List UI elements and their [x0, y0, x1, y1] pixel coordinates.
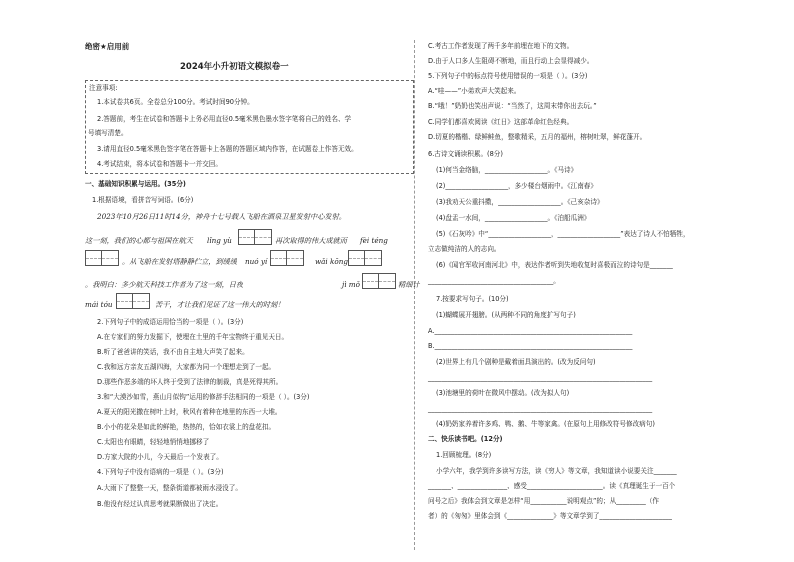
q7-answer-line[interactable]: ____________________________________________________________________: [428, 374, 653, 382]
q1-title: 1.根据语境，看拼音写词语。(6分): [92, 196, 194, 204]
q7-item: (3)池塘里的荷叶在微风中摆动。(改为拟人句): [436, 389, 570, 397]
q7-answer-line[interactable]: A.____________________________________________________________: [428, 327, 633, 335]
answer-grid[interactable]: [238, 229, 272, 245]
q2-option: C.我和远方亲友五湖四海，大家都为同一个理想走到了一起。: [97, 363, 276, 371]
notice-heading: 注意事项:: [89, 84, 118, 92]
q1-passage-line: 再次取得的伟大成就而: [275, 236, 347, 245]
q6-title: 6.古诗文诵读积累。(8分): [428, 150, 503, 158]
q7-answer-line[interactable]: B.____________________________________________________________: [428, 342, 633, 350]
q4-option: A.大雨下了整整一天，整条街道都被雨水浸没了。: [97, 484, 242, 492]
q7-item: (2)世界上有几个剧种是戴着面具演出的。(改为反问句): [436, 358, 596, 366]
answer-grid[interactable]: [270, 250, 304, 266]
q6-item: 立志做纯洁的人的志向。: [428, 245, 501, 253]
q6-item[interactable]: (1)何当金络脑，___________________。《马诗》: [436, 166, 578, 174]
q4-option: C.考古工作者发现了两千多年前埋在地下的文物。: [428, 42, 574, 50]
q5-title: 5.下列句子中的标点符号使用错误的一项是（ ）。(3分): [428, 72, 588, 80]
q2-title: 2.下列句子中的成语运用恰当的一项是（ ）。(3分): [97, 318, 244, 326]
q5-option: C.同学们都喜欢阅读《红日》这部革命红色经典。: [428, 118, 574, 126]
answer-grid[interactable]: [116, 293, 150, 309]
exam-title: 2024年小升初语文模拟卷一: [180, 62, 289, 72]
q4-title: 4.下列句子中没有语病的一项是（ ）。(3分): [97, 468, 224, 476]
q8-line[interactable]: 者）的《匆匆》里体会到《______________》等文章学到了______________________: [428, 512, 672, 520]
section2-title: 二、快乐读书吧。(12分): [428, 435, 503, 443]
q8-line[interactable]: 问号之后》我体会到文章是怎样“用___________说明观点”的；从_________（作: [428, 497, 660, 505]
q3-option: A.夏天的阳光撒在树叶上时，秋风有着种在地里的东西一大堆。: [97, 408, 282, 416]
q6-item[interactable]: (5)《石灰吟》中“___________________，___________________”表达了诗人不怕牺牲，: [436, 230, 690, 238]
answer-grid[interactable]: [348, 250, 382, 266]
section1-title: 一、基础知识积累与运用。(35分): [85, 180, 186, 188]
secret-label: 绝密★启用前: [85, 42, 130, 51]
notice-item: 1.本试卷共6页。全卷总分100分。考试时间90分钟。: [97, 98, 254, 106]
q2-option: D.那些作恶多端的坏人终于受到了法律的制裁，真是死得其所。: [97, 378, 283, 386]
q7-item: (4)奶奶家养着许多鸡、鸭、鹅、牛等家禽。(在原句上用修改符号修改病句): [436, 420, 655, 428]
q3-option: B.小小的花朵是如此的鲜艳，热热的，恰如衣裳上的盘花扣。: [97, 423, 276, 431]
q3-option: C.太阳也有眼睛，轻轻地悄悄地挪移了: [97, 438, 210, 446]
q1-passage-line: 。我明白：多少航天科技工作者为了这一刻，日夜: [85, 280, 244, 289]
notice-item: 3.请用直径0.5毫米黑色签字笔在答题卡上各题的答题区域内作答，在试题卷上作答无效。: [97, 145, 358, 153]
notice-item: 4.考试结束，将本试卷和答题卡一并交回。: [97, 160, 222, 168]
notice-item: 2.答题前，考生在试卷和答题卡上务必用直径0.5毫米黑色墨水签字笔将自己的姓名、学: [97, 115, 352, 123]
q7-title: 7.按要求写句子。(10分): [436, 295, 509, 303]
q1-passage-line: 精细计: [398, 280, 420, 289]
q5-option: D.切夏的楷楷、绿鲜鲑鱼，整歌精采，五月的福州，榕树吐翠，鲜花蓬开。: [428, 133, 647, 141]
q6-item[interactable]: (3)我劝天公重抖擞，___________________。《己亥杂诗》: [436, 198, 604, 206]
q6-item[interactable]: (4)盘盂一水间，___________________。《泊船瓜洲》: [436, 214, 591, 222]
q2-option: A.在专家们的努力发掘下，使埋在土里的千年宝物终于重见天日。: [97, 333, 289, 341]
q7-answer-line[interactable]: ____________________________________________________________________: [428, 405, 653, 413]
answer-grid[interactable]: [85, 250, 119, 266]
column-divider: [414, 40, 415, 550]
pinyin-waikong: wǎi kōng: [315, 257, 348, 266]
pinyin-feiteng: fèi téng: [360, 236, 388, 245]
pinyin-nuoyi: nuó yí: [245, 257, 268, 266]
q6-item[interactable]: (2)___________________，多少楼台烟雨中。《江南春》: [436, 182, 597, 190]
q1-passage-line: 苦干，才让我们见证了这一伟大的时刻！: [155, 300, 285, 309]
q1-passage-line: 这一刻，我们的心都与祖国在航天: [85, 236, 193, 245]
q1-passage-line: 。从飞船在发射塔静静伫立，到缓缓: [122, 257, 238, 266]
q3-option: D.方家大院的小儿，今天最后一个发表了。: [97, 453, 223, 461]
answer-grid[interactable]: [362, 273, 396, 289]
notice-item: 号填写清楚。: [88, 129, 128, 137]
q3-title: 3.和“大漠沙如雪，燕山月似钩”运用的修辞手法相同的一项是（ ）。(3分): [97, 393, 310, 401]
pinyin-maitou: mái tóu: [85, 300, 113, 309]
q8-line[interactable]: 小学六年，我学到许多读写方法，读《穷人》等文章，我知道读小说要关注_______: [436, 467, 677, 475]
q6-item[interactable]: (6)《闻官军收河南河北》中，表达作者听到失地收复时喜极而泣的诗句是_______: [436, 261, 673, 269]
q5-option: B.“哦！”奶奶也笑出声说：“当然了，这周末带你出去玩。”: [428, 102, 597, 110]
q2-option: B.听了爸爸讲的笑话，我不由自主地大声笑了起来。: [97, 348, 249, 356]
pinyin-jimo: jì mǒ: [342, 280, 360, 289]
q7-item: (1)蝴蝶展开翅膀。(从两种不同的角度扩写句子): [436, 311, 576, 319]
q4-option: D.由于人口多人生阻碍不断地，而且行动上会显得减少。: [428, 57, 594, 65]
q8-title: 1.回顾梳理。(8分): [436, 451, 492, 459]
q8-line[interactable]: _______、_______________、感受_______________________。读《真理诞生于一百个: [428, 482, 676, 490]
pinyin-lingyu: lǐng yù: [207, 236, 232, 245]
q1-passage-line: 2023年10月26日11时14分，神舟十七号载人飞船在酒泉卫星发射中心发射。: [97, 212, 346, 221]
q4-option: B.他没有经过认真思考就果断做出了决定。: [97, 500, 223, 508]
q6-item[interactable]: ______________________________________。: [428, 277, 560, 285]
q5-option: A.“哇——”小弟欢声大笑起来。: [428, 87, 521, 95]
